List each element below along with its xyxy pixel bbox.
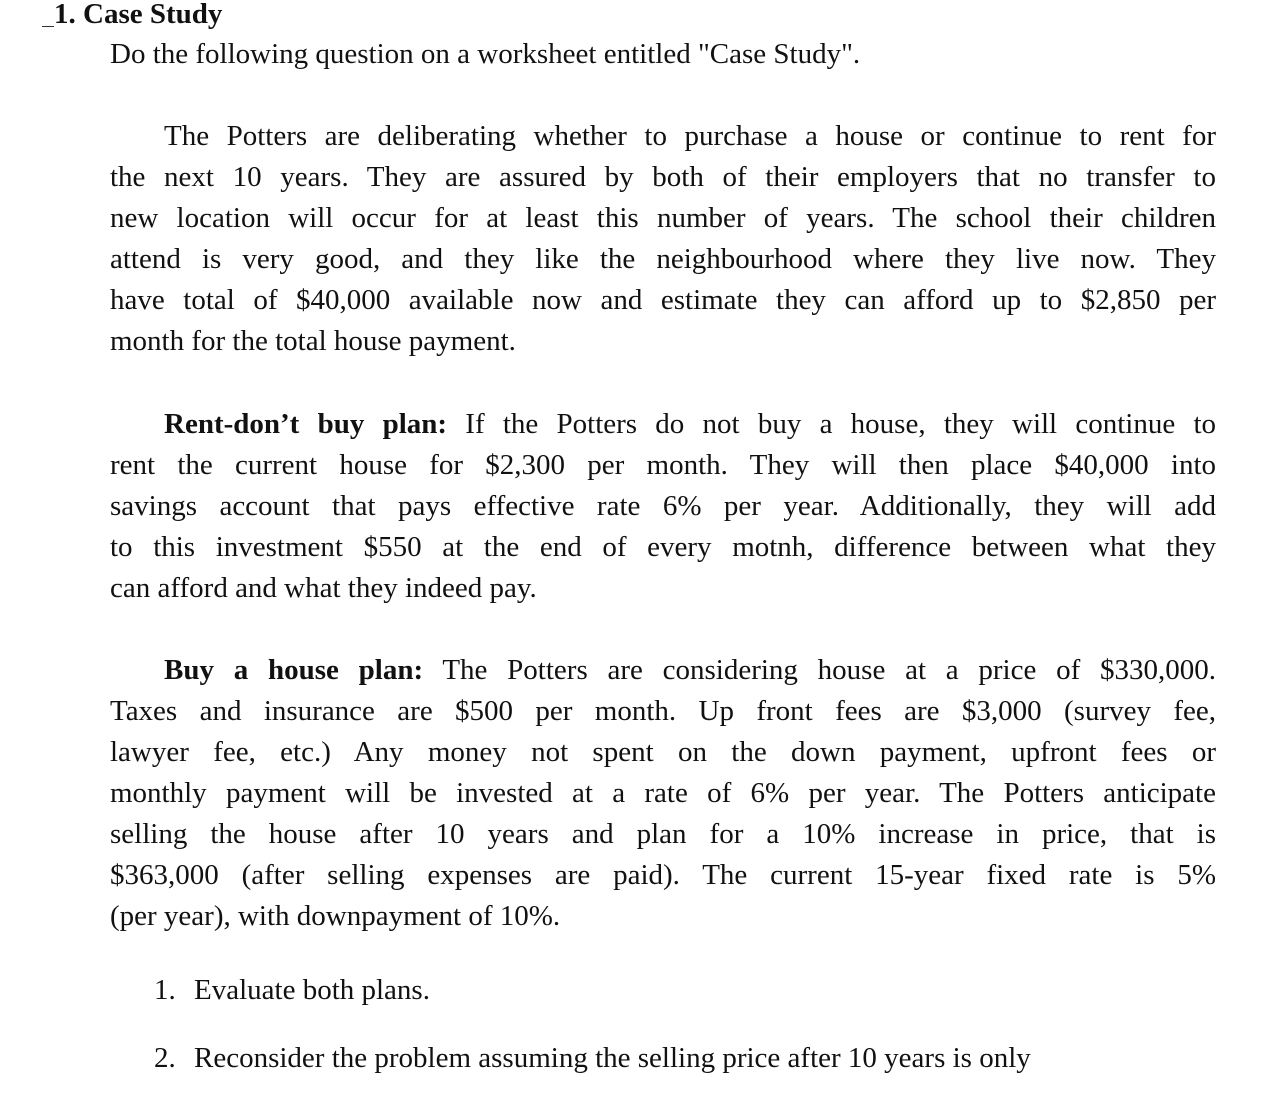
intro-line: the next 10 years. They are assured by both of their employers that no transfer to xyxy=(110,161,1216,193)
intro-line: new location will occur for at least this number of years. The school their children xyxy=(110,202,1216,234)
rent-plan-line: rent the current house for $2,300 per month. They will then place $40,000 into xyxy=(110,449,1216,481)
intro-line: have total of $40,000 available now and estimate they can afford up to $2,850 per xyxy=(110,284,1216,316)
rent-plan-paragraph xyxy=(110,404,1216,609)
buy-plan-line: selling the house after 10 years and plan for a 10% increase in price, that is xyxy=(110,818,1216,850)
buy-plan-paragraph xyxy=(110,650,1216,937)
intro-line: attend is very good, and they like the neighbourhood where they live now. They xyxy=(110,243,1216,275)
rent-plan-lead: Rent-don’t buy plan: xyxy=(164,408,448,440)
buy-plan-line: (per year), with downpayment of 10%. xyxy=(110,900,561,932)
question-number: 2. xyxy=(154,1042,176,1074)
intro-line: The Potters are deliberating whether to purchase a house or continue to rent for xyxy=(164,120,1216,152)
question-text: Reconsider the problem assuming the selling price after 10 years is only xyxy=(194,1042,1031,1074)
instruction-text: Do the following question on a worksheet entitled "Case Study". xyxy=(110,38,861,70)
intro-paragraph xyxy=(110,116,1216,362)
rent-plan-first-rest: If the Potters do not buy a house, they will continue to xyxy=(447,408,1217,440)
intro-line: month for the total house payment. xyxy=(110,325,516,357)
question-item-2 xyxy=(154,1038,1031,1078)
question-number: 1. xyxy=(154,974,176,1006)
buy-plan-line: $363,000 (after selling expenses are paid). The current 15-year fixed rate is 5% xyxy=(110,859,1216,891)
buy-plan-line: lawyer fee, etc.) Any money not spent on the down payment, upfront fees or xyxy=(110,736,1216,768)
buy-plan-first-rest: The Potters are considering house at a price of $330,000. xyxy=(423,654,1216,686)
rent-plan-line: savings account that pays effective rate 6% per year. Additionally, they will add xyxy=(110,490,1216,522)
section-title: 1. Case Study xyxy=(54,0,223,30)
title-underline-mark xyxy=(42,26,54,27)
question-item-1 xyxy=(154,970,430,1010)
rent-plan-line: to this investment $550 at the end of every motnh, difference between what they xyxy=(110,531,1216,563)
rent-plan-line: can afford and what they indeed pay. xyxy=(110,572,537,604)
buy-plan-lead: Buy a house plan: xyxy=(164,654,424,686)
buy-plan-line: monthly payment will be invested at a rate of 6% per year. The Potters anticipate xyxy=(110,777,1216,809)
rent-plan-first-line xyxy=(110,404,1216,445)
question-text: Evaluate both plans. xyxy=(194,974,430,1006)
buy-plan-line: Taxes and insurance are $500 per month. Up front fees are $3,000 (survey fee, xyxy=(110,695,1216,727)
buy-plan-first-line xyxy=(110,650,1216,691)
